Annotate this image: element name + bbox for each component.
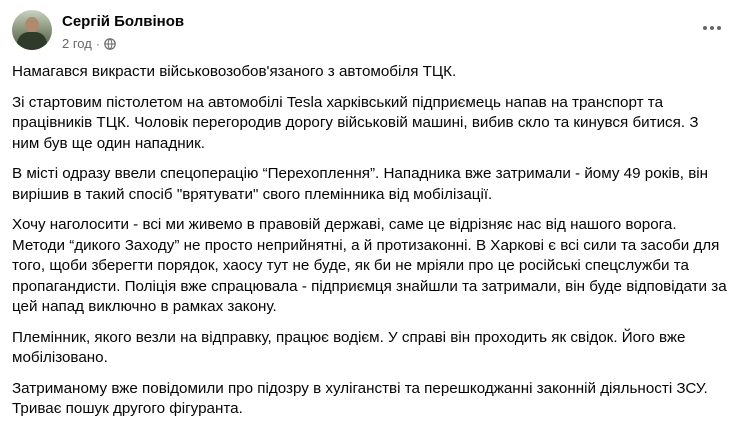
post-paragraph: В місті одразу ввели спецоперацію “Перехоплення”. Нападника вже затримали - йому 49 років, він вирішив в такий спосіб "врятувати" свого племінника від мобілізації. [12, 165, 709, 203]
post-paragraph: Затриманому вже повідомили про підозру в хуліганстві та перешкоджанні законній діяльності ЗСУ. Триває пошук другого фігуранта. [12, 379, 708, 417]
avatar-body-shape [17, 32, 47, 50]
more-dots-icon [703, 26, 721, 30]
post-paragraph: Зі стартовим пістолетом на автомобілі Tesla харківський підприємець напав на транспорт та працівників ТЦК. Чоловік перегородив дорогу військовій машині, вибив скло та кинувся битися. З ним був ще один нападник. [12, 93, 699, 152]
post-header [12, 10, 728, 58]
post-meta [62, 36, 116, 51]
post-time[interactable]: 2 год [62, 36, 92, 51]
post-paragraph: Хочу наголосити - всі ми живемо в правовій державі, саме це відрізняє нас від нашого ворога. Методи “дикого Заходу” не просто неприйнятні, а й протизаконні. В Харкові є всі сили та засоби для того, щоби зберегти порядок, хаосу тут не буде, як би не мріяли про це російські спецслужби та пропагандисти. Поліція вже спрацювала - підприємця знайшли та затримали, він буде відповідати за цей напад виключно в рамках закону. [12, 216, 727, 315]
post-paragraph: Намагався викрасти військовозобов'язаного з автомобіля ТЦК. [12, 63, 457, 80]
more-options-button[interactable] [696, 14, 728, 42]
author-name[interactable]: Сергій Болвінов [62, 13, 185, 30]
post-text [12, 62, 730, 430]
avatar-head-shape [25, 17, 39, 33]
globe-icon[interactable] [104, 38, 116, 50]
author-avatar[interactable] [12, 10, 52, 50]
meta-separator: · [95, 36, 100, 51]
post-paragraph: Племінник, якого везли на відправку, працює водієм. У справі він проходить як свідок. Його вже мобілізовано. [12, 328, 686, 366]
